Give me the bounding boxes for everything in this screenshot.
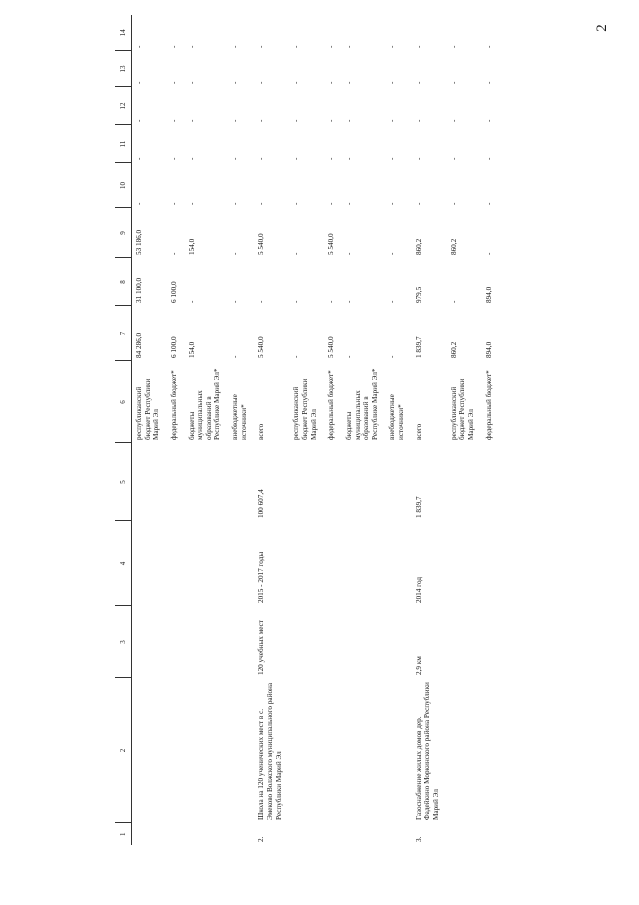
row-number: 3. — [414, 836, 423, 842]
project-name: Школа на 120 ученических мест в с. Эмеково Волжского муниципального района Республики Марий Эл — [257, 682, 283, 820]
capacity — [185, 606, 229, 678]
table-row — [324, 15, 342, 845]
table-row — [167, 15, 185, 845]
construction-period — [167, 521, 185, 606]
year-amount-c10: - — [484, 202, 493, 205]
estimated-cost: 1 839,7 — [414, 496, 423, 518]
total-amount: 894,0 — [484, 341, 493, 358]
year-amount-c12: - — [292, 119, 301, 122]
year-amount-c14: - — [414, 45, 423, 48]
year-amount-c10: - — [135, 202, 143, 205]
project-name — [185, 678, 229, 823]
row-number — [132, 823, 167, 845]
year-amount-c12: - — [327, 119, 336, 122]
year-amount-c11: - — [388, 157, 397, 160]
year-amount-c14: - — [231, 45, 240, 48]
column-number: 9 — [115, 208, 132, 258]
project-name — [482, 678, 500, 823]
year-amount-c8: - — [257, 300, 266, 303]
year-amount-c13: - — [135, 81, 143, 84]
row-number — [185, 823, 229, 845]
project-name — [342, 678, 386, 823]
construction-period — [289, 521, 324, 606]
estimated-cost: 100 607,4 — [257, 489, 266, 518]
total-amount: - — [344, 355, 353, 358]
year-amount-c13: - — [169, 81, 178, 84]
row-number: 2. — [257, 836, 266, 842]
row-number — [385, 823, 411, 845]
column-number: 13 — [115, 51, 132, 87]
total-amount: 860,2 — [449, 341, 458, 358]
total-amount: - — [292, 355, 301, 358]
project-name — [385, 678, 411, 823]
row-number — [228, 823, 254, 845]
year-amount-c9: 860,2 — [414, 238, 423, 255]
row-number — [482, 823, 500, 845]
year-amount-c10: - — [169, 202, 178, 205]
construction-period — [482, 521, 500, 606]
table-row — [385, 15, 411, 845]
year-amount-c13: - — [257, 81, 266, 84]
year-amount-c11: - — [135, 157, 143, 160]
funding-source: федеральный бюджет* — [169, 370, 178, 440]
construction-period — [342, 521, 386, 606]
project-name — [289, 678, 324, 823]
year-amount-c8: - — [344, 300, 353, 303]
column-numbers-header — [115, 15, 132, 845]
year-amount-c10: - — [257, 202, 266, 205]
funding-source: внебюджетные источники* — [388, 394, 406, 440]
project-name: Газоснабжение жилых домов дер. Фадейкино Моркинского района Республики Марий Эл — [414, 682, 441, 820]
table-row — [132, 15, 167, 845]
year-amount-c8: - — [388, 300, 397, 303]
year-amount-c12: - — [484, 119, 493, 122]
rotated-page — [115, 15, 615, 845]
row-number — [289, 823, 324, 845]
capacity — [447, 606, 482, 678]
column-number: 10 — [115, 163, 132, 208]
year-amount-c14: - — [169, 45, 178, 48]
capacity — [342, 606, 386, 678]
year-amount-c12: - — [187, 119, 196, 122]
year-amount-c10: - — [344, 202, 353, 205]
year-amount-c14: - — [449, 45, 458, 48]
column-number: 4 — [115, 521, 132, 606]
funding-source: всего — [414, 423, 423, 440]
table-row — [447, 15, 482, 845]
estimated-cost — [228, 443, 254, 521]
estimated-cost — [385, 443, 411, 521]
year-amount-c11: - — [231, 157, 240, 160]
year-amount-c11: - — [169, 157, 178, 160]
year-amount-c12: - — [257, 119, 266, 122]
project-name — [447, 678, 482, 823]
year-amount-c12: - — [135, 119, 143, 122]
year-amount-c9: - — [484, 252, 493, 255]
year-amount-c11: - — [449, 157, 458, 160]
funding-source: федеральный бюджет* — [327, 370, 336, 440]
year-amount-c14: - — [327, 45, 336, 48]
capacity — [324, 606, 342, 678]
year-amount-c13: - — [292, 81, 301, 84]
year-amount-c14: - — [187, 45, 196, 48]
year-amount-c11: - — [257, 157, 266, 160]
year-amount-c9: 5 540,0 — [327, 233, 336, 255]
year-amount-c8: - — [187, 300, 196, 303]
table-row — [289, 15, 324, 845]
table-row — [228, 15, 254, 845]
year-amount-c9: 860,2 — [449, 238, 458, 255]
year-amount-c14: - — [484, 45, 493, 48]
year-amount-c12: - — [169, 119, 178, 122]
construction-period — [228, 521, 254, 606]
row-number — [167, 823, 185, 845]
year-amount-c11: - — [344, 157, 353, 160]
year-amount-c8: - — [231, 300, 240, 303]
year-amount-c13: - — [327, 81, 336, 84]
year-amount-c10: - — [292, 202, 301, 205]
funding-source: федеральный бюджет* — [484, 370, 493, 440]
investment-table — [115, 15, 499, 845]
column-number: 3 — [115, 606, 132, 678]
total-amount: - — [388, 355, 397, 358]
funding-source: республиканский бюджет Республики Марий Эл — [135, 378, 161, 440]
year-amount-c9: - — [388, 252, 397, 255]
funding-source: республиканский бюджет Республики Марий Эл — [449, 378, 475, 440]
project-name — [167, 678, 185, 823]
year-amount-c11: - — [292, 157, 301, 160]
estimated-cost — [185, 443, 229, 521]
capacity — [228, 606, 254, 678]
year-amount-c13: - — [187, 81, 196, 84]
column-number: 12 — [115, 87, 132, 125]
estimated-cost — [342, 443, 386, 521]
total-amount: 1 839,7 — [414, 336, 423, 358]
capacity — [385, 606, 411, 678]
year-amount-c11: - — [414, 157, 423, 160]
year-amount-c10: - — [449, 202, 458, 205]
estimated-cost — [482, 443, 500, 521]
row-number — [324, 823, 342, 845]
year-amount-c12: - — [344, 119, 353, 122]
page-number: 2 — [593, 24, 610, 32]
year-amount-c12: - — [414, 119, 423, 122]
year-amount-c9: - — [292, 252, 301, 255]
table-row — [342, 15, 386, 845]
capacity — [132, 606, 167, 678]
construction-period: 2014 год — [414, 577, 423, 603]
capacity: 2,9 км — [414, 656, 423, 675]
estimated-cost — [132, 443, 167, 521]
funding-source: бюджеты муниципальных образований в Республике Марий Эл* — [344, 368, 379, 440]
project-name — [132, 678, 167, 823]
total-amount: 6 100,0 — [169, 336, 178, 358]
table-row — [185, 15, 229, 845]
column-number: 8 — [115, 258, 132, 306]
capacity — [167, 606, 185, 678]
year-amount-c8: - — [327, 300, 336, 303]
table-body — [132, 15, 500, 845]
funding-source: республиканский бюджет Республики Марий Эл — [292, 378, 318, 440]
year-amount-c9: - — [344, 252, 353, 255]
capacity — [482, 606, 500, 678]
year-amount-c10: - — [414, 202, 423, 205]
year-amount-c13: - — [231, 81, 240, 84]
column-number: 14 — [115, 15, 132, 51]
year-amount-c9: 53 186,0 — [135, 229, 143, 255]
capacity: 120 учебных мест — [257, 620, 266, 675]
year-amount-c8: 6 100,0 — [169, 281, 178, 303]
estimated-cost — [324, 443, 342, 521]
column-number: 11 — [115, 125, 132, 163]
column-number: 5 — [115, 443, 132, 521]
row-number — [342, 823, 386, 845]
table-row — [482, 15, 500, 845]
construction-period — [185, 521, 229, 606]
total-amount: 5 540,0 — [257, 336, 266, 358]
funding-source: внебюджетные источники* — [231, 394, 248, 440]
year-amount-c8: 979,5 — [414, 286, 423, 303]
year-amount-c13: - — [388, 81, 397, 84]
construction-period — [447, 521, 482, 606]
total-amount: 5 540,0 — [327, 336, 336, 358]
construction-period — [132, 521, 167, 606]
year-amount-c14: - — [135, 45, 143, 48]
year-amount-c12: - — [449, 119, 458, 122]
construction-period: 2015 - 2017 годы — [257, 551, 266, 603]
table-row — [254, 15, 289, 845]
total-amount: 154,0 — [187, 341, 196, 358]
year-amount-c9: 5 540,0 — [257, 233, 266, 255]
year-amount-c10: - — [388, 202, 397, 205]
capacity — [289, 606, 324, 678]
year-amount-c12: - — [231, 119, 240, 122]
year-amount-c10: - — [187, 202, 196, 205]
year-amount-c12: - — [388, 119, 397, 122]
year-amount-c11: - — [327, 157, 336, 160]
total-amount: 84 286,0 — [135, 332, 143, 358]
year-amount-c8: 894,0 — [484, 286, 493, 303]
year-amount-c9: 154,0 — [187, 238, 196, 255]
total-amount: - — [231, 355, 240, 358]
project-name — [324, 678, 342, 823]
column-number: 6 — [115, 361, 132, 443]
year-amount-c13: - — [449, 81, 458, 84]
year-amount-c8: - — [292, 300, 301, 303]
year-amount-c8: 31 100,0 — [135, 277, 143, 303]
funding-source: всего — [257, 423, 266, 440]
year-amount-c9: - — [231, 252, 240, 255]
year-amount-c10: - — [231, 202, 240, 205]
year-amount-c13: - — [484, 81, 493, 84]
year-amount-c10: - — [327, 202, 336, 205]
year-amount-c11: - — [484, 157, 493, 160]
column-number: 7 — [115, 306, 132, 361]
column-number: 2 — [115, 678, 132, 823]
estimated-cost — [447, 443, 482, 521]
estimated-cost — [167, 443, 185, 521]
funding-source: бюджеты муниципальных образований в Республике Марий Эл* — [187, 368, 222, 440]
year-amount-c14: - — [292, 45, 301, 48]
column-number: 1 — [115, 823, 132, 845]
year-amount-c11: - — [187, 157, 196, 160]
year-amount-c14: - — [257, 45, 266, 48]
construction-period — [385, 521, 411, 606]
year-amount-c14: - — [344, 45, 353, 48]
year-amount-c8: - — [449, 300, 458, 303]
project-name — [228, 678, 254, 823]
year-amount-c13: - — [344, 81, 353, 84]
year-amount-c9: - — [169, 252, 178, 255]
year-amount-c14: - — [388, 45, 397, 48]
year-amount-c13: - — [414, 81, 423, 84]
estimated-cost — [289, 443, 324, 521]
table-row — [412, 15, 447, 845]
construction-period — [324, 521, 342, 606]
row-number — [447, 823, 482, 845]
